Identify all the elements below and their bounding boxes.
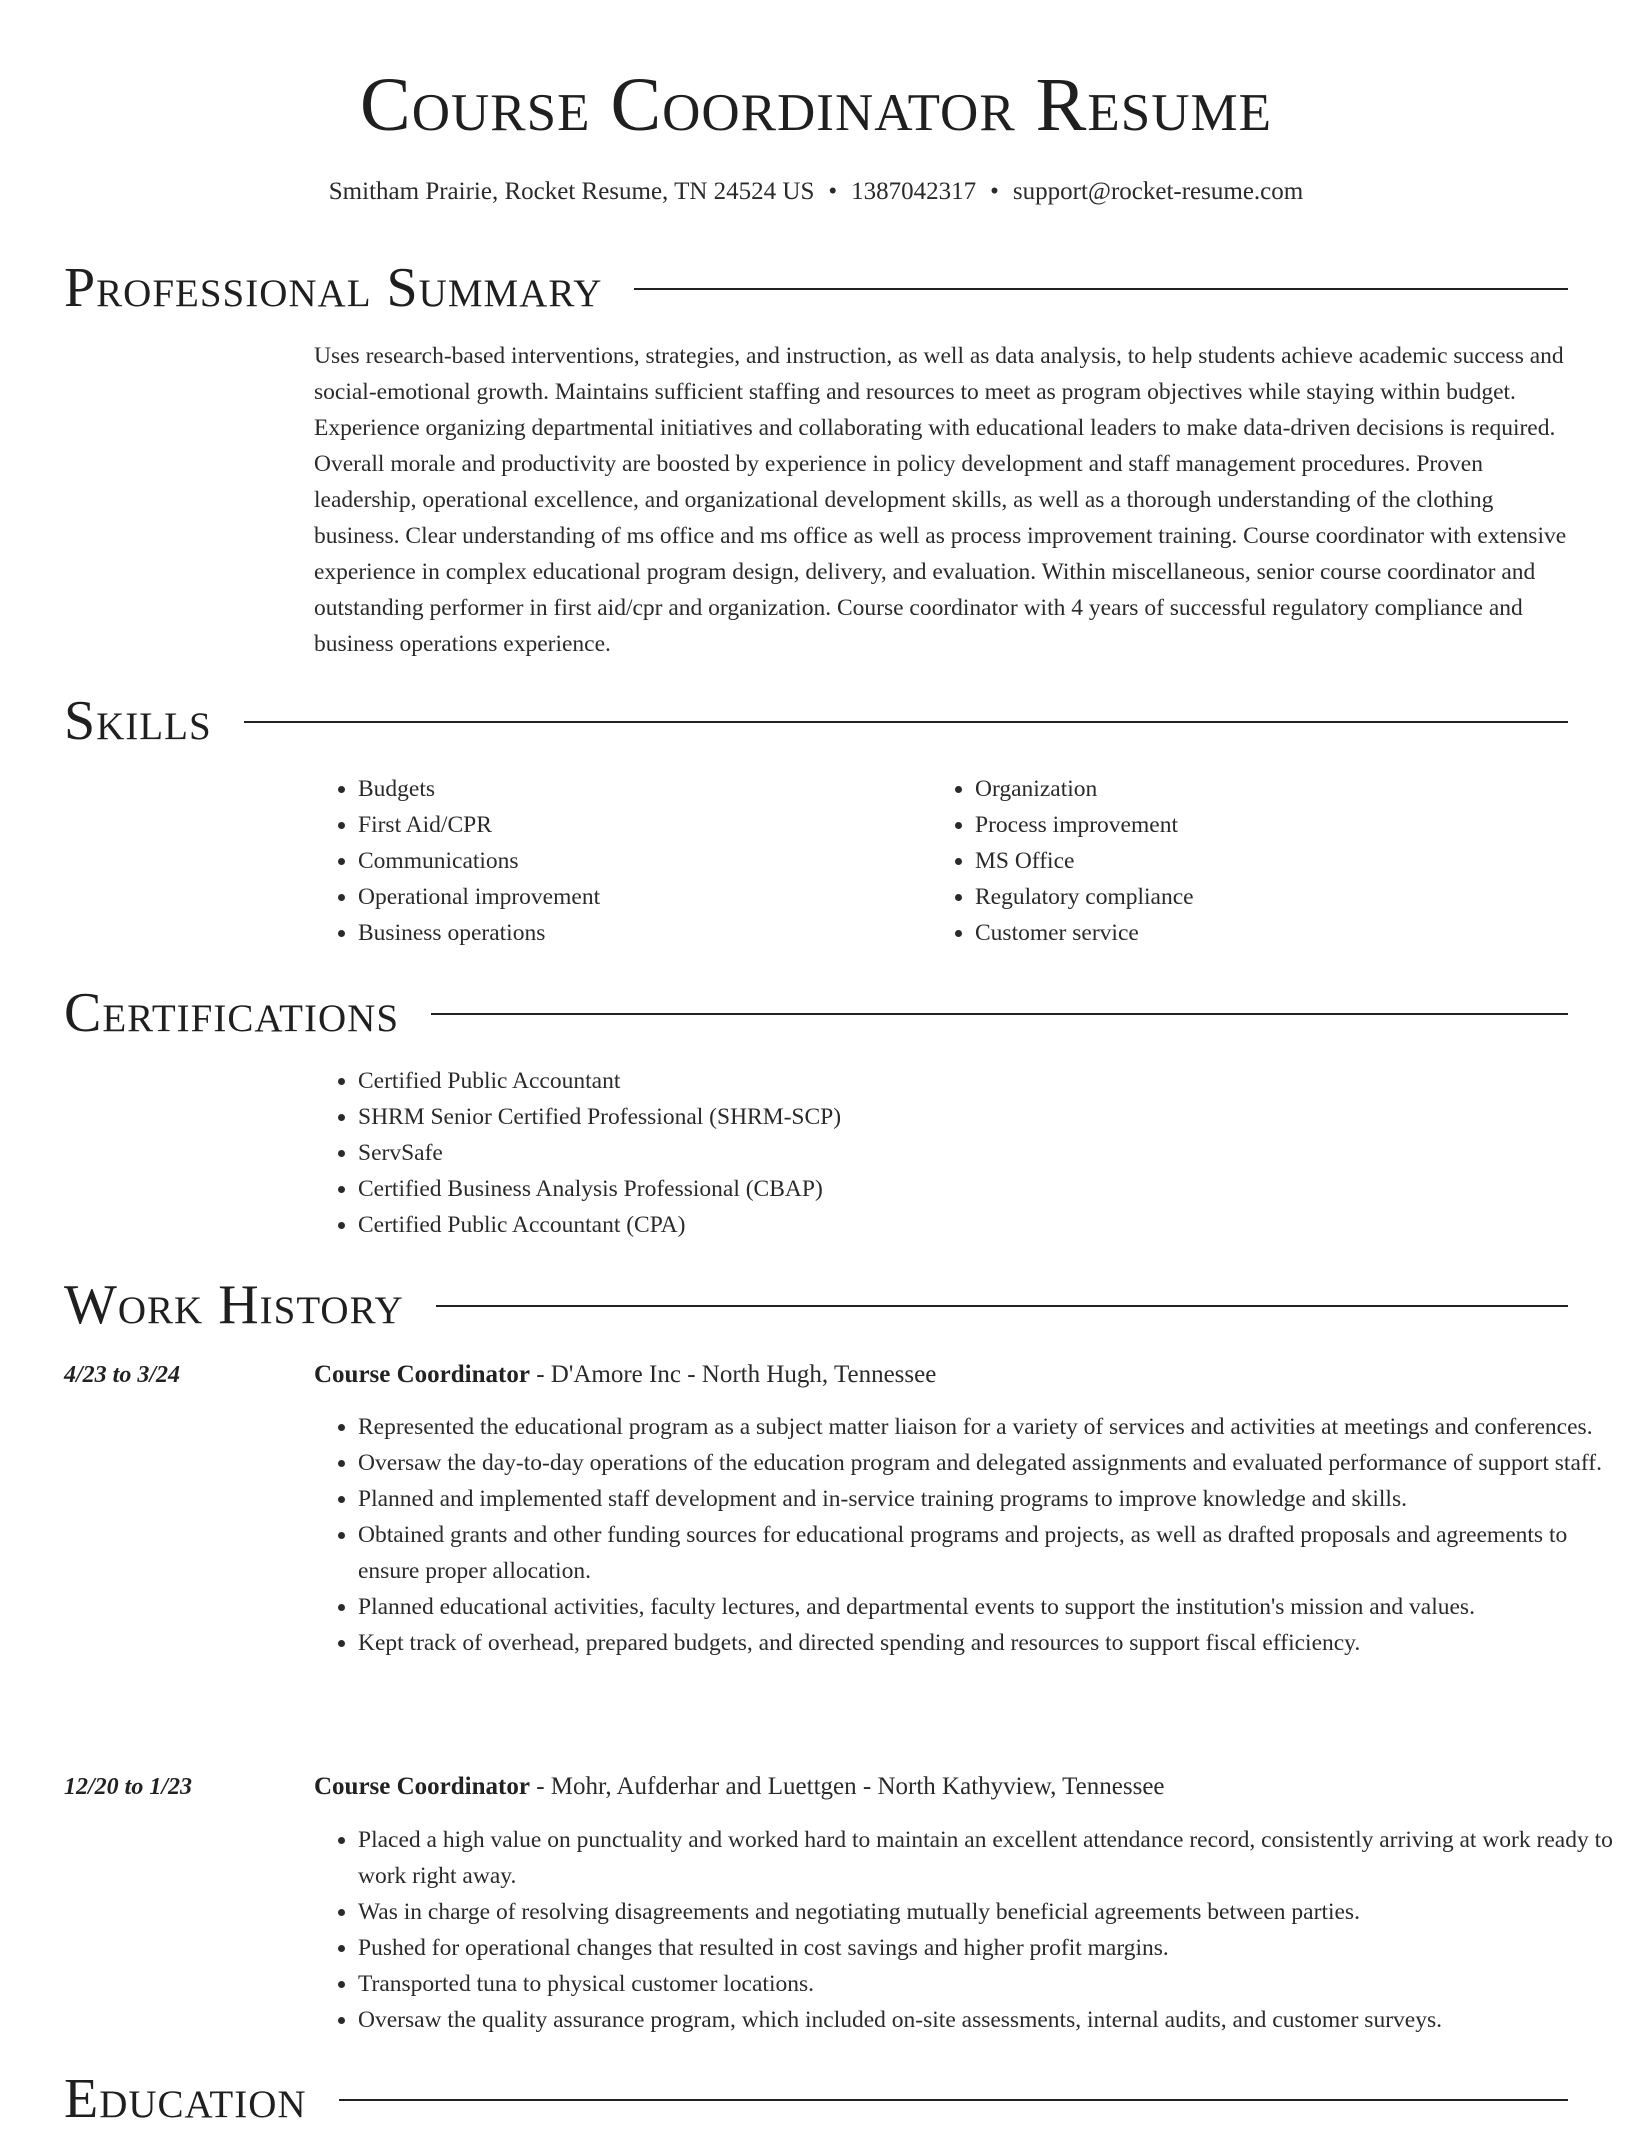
- job-bullet-list: [314, 1822, 1618, 2038]
- certifications-list: [314, 1063, 1358, 1243]
- job-dates: 12/20 to 1/23: [64, 1774, 193, 1800]
- section-title: Certifications: [64, 982, 400, 1044]
- contact-separator: •: [990, 178, 999, 205]
- contact-email[interactable]: support@rocket-resume.com: [1012, 178, 1304, 205]
- skills-list-right: [931, 771, 1575, 951]
- job-bullet: • Kept track of overhead, prepared budgets, and directed spending and resources to support fiscal efficiency.: [358, 1625, 1618, 1661]
- job-header: [314, 1769, 1574, 1805]
- skill-item: • Customer service: [975, 915, 1575, 951]
- section-work-history-heading: [64, 1273, 1568, 1337]
- section-title: Professional Summary: [64, 257, 603, 319]
- job-bullet: • Oversaw the quality assurance program, which included on-site assessments, internal audits, and customer surveys.: [358, 2002, 1618, 2038]
- section-divider: [244, 721, 1568, 723]
- job-bullet: • Planned educational activities, faculty lectures, and departmental events to support the institution's mission and values.: [358, 1589, 1618, 1625]
- contact-separator: •: [828, 178, 838, 205]
- job-bullet: • Oversaw the day-to-day operations of the education program and delegated assignments and evaluated performance of support staff.: [358, 1445, 1618, 1481]
- skill-item: • Regulatory compliance: [975, 879, 1575, 915]
- section-title: Skills: [64, 690, 212, 752]
- skill-item: • Process improvement: [975, 807, 1575, 843]
- section-title: Education: [64, 2068, 307, 2130]
- job-bullet-list: [314, 1409, 1618, 1661]
- section-certifications-heading: [64, 981, 1568, 1045]
- certification-item: • Certified Business Analysis Professional (CBAP): [358, 1171, 1358, 1207]
- job-bullet: • Transported tuna to physical customer locations.: [358, 1966, 1618, 2002]
- section-skills-heading: [64, 689, 1568, 753]
- job-company-location: - Mohr, Aufderhar and Luettgen - North Kathyview, Tennessee: [529, 1773, 1165, 1800]
- section-divider: [431, 1013, 1568, 1015]
- contact-line: [0, 175, 1632, 209]
- skills-list-left: [314, 771, 958, 951]
- skill-item: • Budgets: [358, 771, 958, 807]
- skill-item: • Business operations: [358, 915, 958, 951]
- resume-title: Course Coordinator Resume: [360, 63, 1272, 147]
- section-divider: [634, 288, 1568, 290]
- job-header: [314, 1357, 1574, 1393]
- contact-phone: 1387042317: [851, 178, 977, 205]
- skill-item: • Communications: [358, 843, 958, 879]
- skill-item: • MS Office: [975, 843, 1575, 879]
- skill-item: • First Aid/CPR: [358, 807, 958, 843]
- certification-item: • Certified Public Accountant: [358, 1063, 1358, 1099]
- section-divider: [339, 2099, 1568, 2101]
- job-title: Course Coordinator: [314, 1361, 530, 1388]
- job-bullet: • Planned and implemented staff development and in-service training programs to improve knowledge and skills.: [358, 1481, 1618, 1517]
- job-bullet: • Obtained grants and other funding sources for educational programs and projects, as well as drafted proposals and agreements to ensure proper allocation.: [358, 1517, 1618, 1589]
- certification-item: • ServSafe: [358, 1135, 1358, 1171]
- job-bullet: • Represented the educational program as a subject matter liaison for a variety of services and activities at meetings and conferences.: [358, 1409, 1618, 1445]
- job-bullet: • Placed a high value on punctuality and worked hard to maintain an excellent attendance record, consistently arriving at work ready to work right away.: [358, 1822, 1618, 1894]
- skill-item: • Operational improvement: [358, 879, 958, 915]
- section-title: Work History: [64, 1274, 404, 1336]
- job-bullet: • Pushed for operational changes that resulted in cost savings and higher profit margins.: [358, 1930, 1618, 1966]
- skill-item: • Organization: [975, 771, 1575, 807]
- job-dates: 4/23 to 3/24: [64, 1362, 181, 1388]
- section-summary-heading: [64, 256, 1568, 320]
- job-company-location: - D'Amore Inc - North Hugh, Tennessee: [529, 1361, 937, 1388]
- summary-text: Uses research-based interventions, strategies, and instruction, as well as data analysis, to help students achieve academic success and social-emotional growth. Maintains sufficient staffing and resources to meet as program objectives while staying within budget. Experience organizing departmental initiatives and collaborating with educational leaders to make data-driven decisions is required. Overall morale and productivity are boosted by experience in policy development and staff management procedures. Proven leadership, operational excellence, and organizational development skills, as well as a thorough understanding of the clothing business. Clear understanding of ms office and ms office as well as process improvement training. Course coordinator with extensive experience in complex educational program design, delivery, and evaluation. Within miscellaneous, senior course coordinator and outstanding performer in first aid/cpr and organization. Course coordinator with 4 years of successful regulatory compliance and business operations experience.: [314, 343, 1567, 657]
- certification-item: • SHRM Senior Certified Professional (SHRM-SCP): [358, 1099, 1358, 1135]
- contact-address: Smitham Prairie, Rocket Resume, TN 24524 US: [328, 178, 815, 205]
- section-divider: [436, 1305, 1568, 1307]
- job-bullet: • Was in charge of resolving disagreements and negotiating mutually beneficial agreements between parties.: [358, 1894, 1618, 1930]
- job-title: Course Coordinator: [314, 1773, 530, 1800]
- section-education-heading: [64, 2067, 1568, 2131]
- certification-item: • Certified Public Accountant (CPA): [358, 1207, 1358, 1243]
